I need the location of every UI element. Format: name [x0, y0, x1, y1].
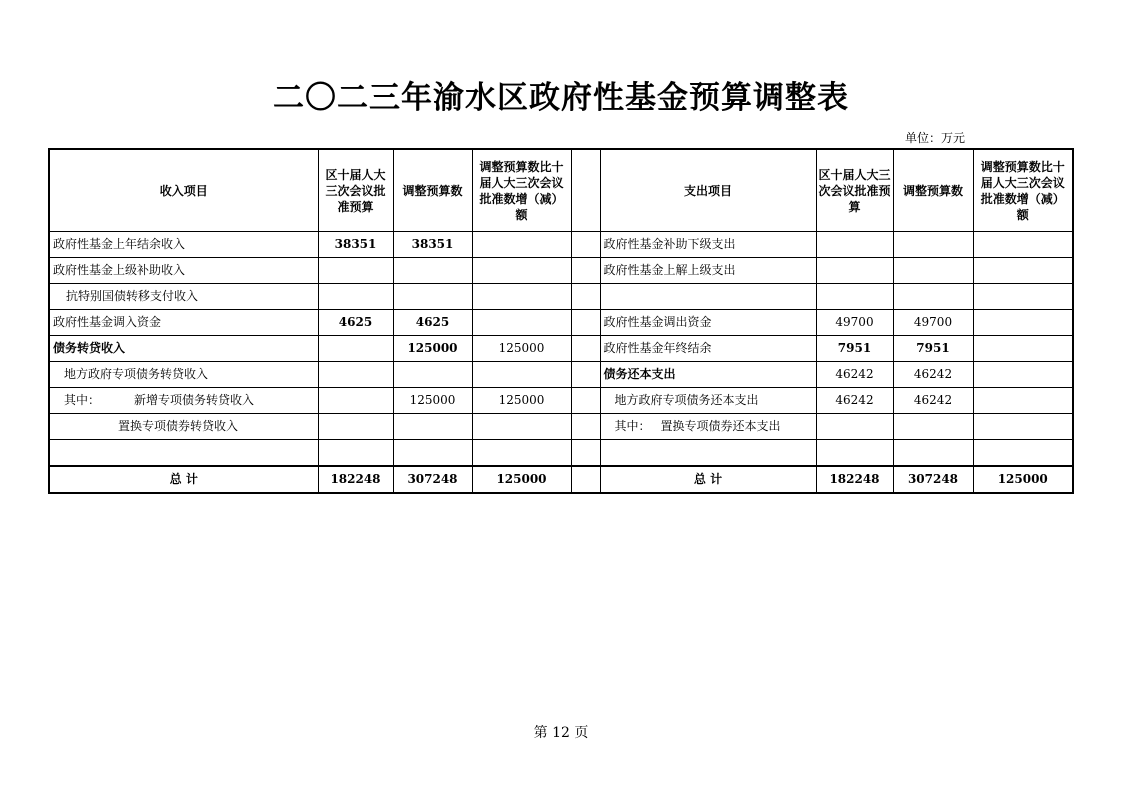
expense-adjusted — [893, 414, 973, 440]
income-total-approved: 182248 — [318, 466, 393, 493]
income-change — [472, 310, 571, 336]
header-income-adjusted: 调整预算数 — [393, 149, 472, 232]
expense-change — [973, 284, 1073, 310]
header-income-change: 调整预算数比十届人大三次会议批准数增（减）额 — [472, 149, 571, 232]
income-approved: 38351 — [318, 232, 393, 258]
income-change — [472, 414, 571, 440]
income-label: 政府性基金调入资金 — [49, 310, 318, 336]
expense-total-adjusted: 307248 — [893, 466, 973, 493]
spacer-cell — [571, 466, 600, 493]
income-total-adjusted: 307248 — [393, 466, 472, 493]
income-adjusted: 125000 — [393, 336, 472, 362]
income-approved — [318, 284, 393, 310]
income-label: 抗特别国债转移支付收入 — [49, 284, 318, 310]
expense-approved: 49700 — [816, 310, 893, 336]
income-adjusted — [393, 414, 472, 440]
page-title: 二〇二三年渝水区政府性基金预算调整表 — [273, 80, 849, 116]
expense-adjusted: 7951 — [893, 336, 973, 362]
income-adjusted: 4625 — [393, 310, 472, 336]
income-adjusted: 38351 — [393, 232, 472, 258]
income-approved — [318, 388, 393, 414]
empty-cell — [893, 440, 973, 467]
income-label-cell — [49, 388, 318, 414]
income-label: 政府性基金上级补助收入 — [49, 258, 318, 284]
expense-change — [973, 336, 1073, 362]
header-expense-adjusted: 调整预算数 — [893, 149, 973, 232]
expense-approved: 7951 — [816, 336, 893, 362]
income-adjusted — [393, 258, 472, 284]
spacer-cell — [571, 414, 600, 440]
income-adjusted — [393, 362, 472, 388]
table-row — [49, 414, 1073, 440]
expense-approved — [816, 284, 893, 310]
table-row — [49, 362, 1073, 388]
expense-adjusted: 46242 — [893, 388, 973, 414]
expense-label — [600, 284, 816, 310]
header-expense-approved: 区十届人大三次会议批准预算 — [816, 149, 893, 232]
spacer-cell — [571, 336, 600, 362]
header-expense-item: 支出项目 — [600, 149, 816, 232]
table-row — [49, 258, 1073, 284]
header-income-item: 收入项目 — [49, 149, 318, 232]
income-change — [472, 284, 571, 310]
header-income-approved: 区十届人大三次会议批准预算 — [318, 149, 393, 232]
spacer-cell — [571, 284, 600, 310]
expense-label: 置换专项债券还本支出 — [660, 419, 781, 433]
income-prefix: 其中： — [64, 393, 101, 407]
expense-label: 政府性基金补助下级支出 — [600, 232, 816, 258]
income-change: 125000 — [472, 336, 571, 362]
spacer-cell — [571, 258, 600, 284]
expense-approved: 46242 — [816, 388, 893, 414]
income-approved — [318, 258, 393, 284]
table-row — [49, 284, 1073, 310]
empty-cell — [49, 440, 318, 467]
expense-approved — [816, 232, 893, 258]
empty-cell — [318, 440, 393, 467]
empty-cell — [600, 440, 816, 467]
income-label: 新增专项债务转贷收入 — [134, 393, 255, 407]
income-label: 置换专项债券转贷收入 — [49, 414, 318, 440]
expense-label: 政府性基金年终结余 — [600, 336, 816, 362]
table-row — [49, 232, 1073, 258]
expense-label-cell — [600, 414, 816, 440]
income-total-label: 总 计 — [49, 466, 318, 493]
expense-change — [973, 258, 1073, 284]
table-header-row — [49, 149, 1073, 232]
expense-total-label: 总 计 — [600, 466, 816, 493]
income-change: 125000 — [472, 388, 571, 414]
income-approved — [318, 414, 393, 440]
expense-approved: 46242 — [816, 362, 893, 388]
spacer-cell — [571, 362, 600, 388]
unit-label: 单位：万元 — [904, 131, 965, 145]
expense-change — [973, 362, 1073, 388]
expense-approved — [816, 414, 893, 440]
spacer-cell — [571, 388, 600, 414]
income-label: 政府性基金上年结余收入 — [49, 232, 318, 258]
table-row — [49, 310, 1073, 336]
empty-cell — [816, 440, 893, 467]
income-change — [472, 362, 571, 388]
expense-adjusted — [893, 284, 973, 310]
empty-cell — [973, 440, 1073, 467]
expense-adjusted: 49700 — [893, 310, 973, 336]
expense-prefix: 其中： — [614, 419, 651, 433]
expense-change — [973, 232, 1073, 258]
header-spacer — [571, 149, 600, 232]
expense-change — [973, 388, 1073, 414]
table-row — [49, 388, 1073, 414]
expense-label: 政府性基金上解上级支出 — [600, 258, 816, 284]
expense-label: 政府性基金调出资金 — [600, 310, 816, 336]
page-number: 第 12 页 — [533, 725, 589, 741]
income-approved — [318, 362, 393, 388]
table-row — [49, 336, 1073, 362]
expense-adjusted: 46242 — [893, 362, 973, 388]
income-label: 地方政府专项债务转贷收入 — [49, 362, 318, 388]
expense-label: 地方政府专项债务还本支出 — [600, 388, 816, 414]
spacer-cell — [571, 232, 600, 258]
expense-change — [973, 310, 1073, 336]
income-approved — [318, 336, 393, 362]
spacer-cell — [571, 440, 600, 467]
income-change — [472, 258, 571, 284]
income-change — [472, 232, 571, 258]
income-approved: 4625 — [318, 310, 393, 336]
income-label: 债务转贷收入 — [49, 336, 318, 362]
income-adjusted — [393, 284, 472, 310]
table-row-empty — [49, 440, 1073, 467]
empty-cell — [472, 440, 571, 467]
income-total-change: 125000 — [472, 466, 571, 493]
expense-total-approved: 182248 — [816, 466, 893, 493]
expense-approved — [816, 258, 893, 284]
expense-total-change: 125000 — [973, 466, 1073, 493]
table-total-row — [49, 466, 1073, 493]
header-expense-change: 调整预算数比十届人大三次会议批准数增（减）额 — [973, 149, 1073, 232]
spacer-cell — [571, 310, 600, 336]
expense-label: 债务还本支出 — [600, 362, 816, 388]
empty-cell — [393, 440, 472, 467]
expense-adjusted — [893, 232, 973, 258]
expense-adjusted — [893, 258, 973, 284]
budget-adjustment-table — [48, 148, 1074, 494]
income-adjusted: 125000 — [393, 388, 472, 414]
expense-change — [973, 414, 1073, 440]
